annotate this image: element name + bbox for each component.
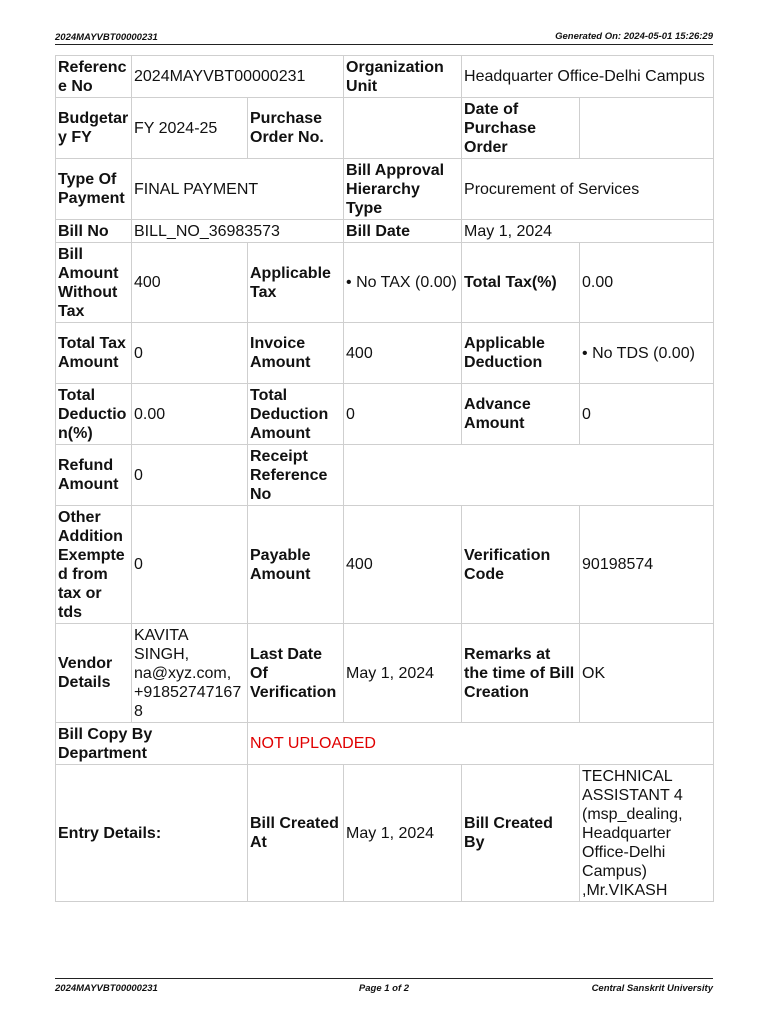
- applicable-deduction-label: Applicable Deduction: [462, 323, 580, 384]
- table-row: [56, 384, 714, 445]
- vendor-details-label: Vendor Details: [56, 624, 132, 723]
- bill-created-at-value: May 1, 2024: [344, 765, 462, 902]
- footer-reference: 2024MAYVBT00000231: [55, 983, 158, 994]
- po-date-value: [580, 98, 714, 159]
- amount-without-tax-label: Bill Amount Without Tax: [56, 243, 132, 323]
- refund-amount-value: 0: [132, 445, 248, 506]
- table-row: [56, 765, 714, 902]
- entry-details-label: Entry Details:: [56, 765, 248, 902]
- bill-created-by-label: Bill Created By: [462, 765, 580, 902]
- po-date-label: Date of Purchase Order: [462, 98, 580, 159]
- other-exempted-label: Other Addition Exempted from tax or tds: [56, 506, 132, 624]
- footer-organization: Central Sanskrit University: [591, 983, 713, 994]
- budgetary-fy-label: Budgetary FY: [56, 98, 132, 159]
- total-tax-pct-label: Total Tax(%): [462, 243, 580, 323]
- amount-without-tax-value: 400: [132, 243, 248, 323]
- po-no-value: [344, 98, 462, 159]
- last-verification-value: May 1, 2024: [344, 624, 462, 723]
- reference-no-label: Reference No: [56, 56, 132, 98]
- other-exempted-value: 0: [132, 506, 248, 624]
- org-unit-label: Organization Unit: [344, 56, 462, 98]
- bill-copy-status: NOT UPLOADED: [248, 723, 714, 765]
- table-row: [56, 445, 714, 506]
- invoice-amount-label: Invoice Amount: [248, 323, 344, 384]
- bill-no-value: BILL_NO_36983573: [132, 220, 344, 243]
- bill-details-table: [55, 55, 714, 902]
- payable-amount-value: 400: [344, 506, 462, 624]
- remarks-label: Remarks at the time of Bill Creation: [462, 624, 580, 723]
- table-row: [56, 243, 714, 323]
- bill-created-at-label: Bill Created At: [248, 765, 344, 902]
- applicable-deduction-value: • No TDS (0.00): [580, 323, 714, 384]
- vendor-details-value: KAVITA SINGH, na@xyz.com, +918527471678: [132, 624, 248, 723]
- approval-type-label: Bill Approval Hierarchy Type: [344, 159, 462, 220]
- total-deduction-pct-value: 0.00: [132, 384, 248, 445]
- table-row: [56, 159, 714, 220]
- last-verification-label: Last Date Of Verification: [248, 624, 344, 723]
- bill-no-label: Bill No: [56, 220, 132, 243]
- table-row: [56, 323, 714, 384]
- receipt-ref-value: [344, 445, 714, 506]
- verification-code-value: 90198574: [580, 506, 714, 624]
- bill-date-label: Bill Date: [344, 220, 462, 243]
- total-tax-amount-label: Total Tax Amount: [56, 323, 132, 384]
- table-row: [56, 220, 714, 243]
- page-header: [55, 30, 713, 45]
- bill-created-by-value: TECHNICAL ASSISTANT 4 (msp_dealing, Headquarter Office-Delhi Campus) ,Mr.VIKASH: [580, 765, 714, 902]
- total-deduction-amount-label: Total Deduction Amount: [248, 384, 344, 445]
- payment-type-value: FINAL PAYMENT: [132, 159, 344, 220]
- receipt-ref-label: Receipt Reference No: [248, 445, 344, 506]
- table-row: [56, 723, 714, 765]
- verification-code-label: Verification Code: [462, 506, 580, 624]
- table-row: [56, 624, 714, 723]
- applicable-tax-label: Applicable Tax: [248, 243, 344, 323]
- payment-type-label: Type Of Payment: [56, 159, 132, 220]
- total-tax-amount-value: 0: [132, 323, 248, 384]
- header-generated-on: Generated On: 2024-05-01 15:26:29: [555, 31, 713, 42]
- org-unit-value: Headquarter Office-Delhi Campus: [462, 56, 714, 98]
- table-row: [56, 506, 714, 624]
- reference-no-value: 2024MAYVBT00000231: [132, 56, 344, 98]
- advance-amount-value: 0: [580, 384, 714, 445]
- budgetary-fy-value: FY 2024-25: [132, 98, 248, 159]
- remarks-value: OK: [580, 624, 714, 723]
- total-deduction-pct-label: Total Deduction(%): [56, 384, 132, 445]
- po-no-label: Purchase Order No.: [248, 98, 344, 159]
- page-footer: [55, 978, 713, 1000]
- total-deduction-amount-value: 0: [344, 384, 462, 445]
- total-tax-pct-value: 0.00: [580, 243, 714, 323]
- header-reference: 2024MAYVBT00000231: [55, 32, 158, 43]
- advance-amount-label: Advance Amount: [462, 384, 580, 445]
- table-row: [56, 56, 714, 98]
- invoice-amount-value: 400: [344, 323, 462, 384]
- refund-amount-label: Refund Amount: [56, 445, 132, 506]
- table-row: [56, 98, 714, 159]
- bill-date-value: May 1, 2024: [462, 220, 714, 243]
- footer-page-number: Page 1 of 2: [358, 983, 410, 994]
- approval-type-value: Procurement of Services: [462, 159, 714, 220]
- payable-amount-label: Payable Amount: [248, 506, 344, 624]
- applicable-tax-value: • No TAX (0.00): [344, 243, 462, 323]
- bill-copy-label: Bill Copy By Department: [56, 723, 248, 765]
